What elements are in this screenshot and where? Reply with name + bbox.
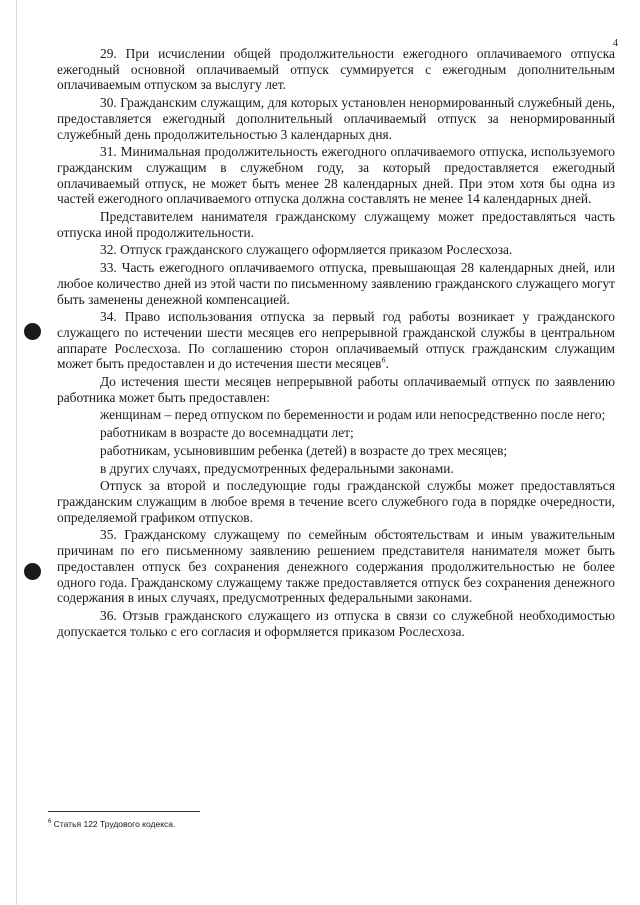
paragraph	[57, 425, 615, 441]
footnote-mark: 6	[48, 819, 52, 826]
paragraph	[57, 242, 615, 258]
paragraph-text: Отпуск за второй и последующие годы гражданской службы может предоставляться гражданским служащим в любое время в течение всего служебного года в порядке очередности, определяемой графиком отпусков.	[57, 478, 615, 525]
paragraph-text: До истечения шести месяцев непрерывной работы оплачиваемый отпуск по заявлению работника может быть предоставлен:	[57, 374, 615, 405]
page-number: 4	[613, 38, 618, 49]
paragraph	[57, 461, 615, 477]
paragraph-text: 31. Минимальная продолжительность ежегодного оплачиваемого отпуска, используемого гражданским служащим в служебном году, за который предоставляется ежегодный оплачиваемый отпуск, не может быть менее 28 календарных дней. При этом хотя бы одна из частей ежегодного оплачиваемого отпуска должна составлять не менее 14 календарных дней.	[57, 144, 615, 207]
paragraph-text: 29. При исчислении общей продолжительности ежегодного оплачиваемого отпуска ежегодный основной оплачиваемый отпуск суммируется с ежегодным дополнительным оплачиваемым отпуском за выслугу лет.	[57, 46, 615, 93]
paragraph	[57, 407, 615, 423]
document-body	[57, 46, 615, 641]
punch-hole-icon	[24, 323, 41, 340]
footnote-ref: 6	[381, 355, 386, 365]
paragraph	[57, 309, 615, 372]
paragraph	[57, 144, 615, 207]
binding-margin-line	[16, 0, 17, 905]
paragraph	[57, 443, 615, 459]
paragraph	[57, 374, 615, 405]
paragraph-text: женщинам – перед отпуском по беременности и родам или непосредственно после него;	[100, 407, 606, 423]
paragraph	[57, 46, 615, 93]
paragraph	[57, 209, 615, 240]
paragraph	[57, 478, 615, 525]
footnote-separator	[48, 811, 200, 812]
paragraph-text: 32. Отпуск гражданского служащего оформляется приказом Рослесхоза.	[100, 242, 513, 258]
footnote	[48, 819, 175, 829]
paragraph-text: в других случаях, предусмотренных федеральными законами.	[100, 460, 454, 476]
paragraph-text: работникам в возрасте до восемнадцати лет;	[100, 425, 354, 441]
paragraph-text: 35. Гражданскому служащему по семейным обстоятельствам и иным уважительным причинам по его письменному заявлению решением представителя нанимателя может быть предоставлен отпуск без сохранения денежного содержания продолжительностью не более одного года. Гражданскому служащему также предоставляется отпуск без сохранения денежного содержания в иных случаях, предусмотренных федеральными законами.	[57, 527, 615, 606]
paragraph	[57, 260, 615, 307]
paragraph	[57, 608, 615, 639]
paragraph	[57, 527, 615, 606]
footnote-text: Статья 122 Трудового кодекса.	[51, 819, 176, 829]
paragraph-tail: .	[385, 356, 389, 372]
paragraph-text: 30. Гражданским служащим, для которых установлен ненормированный служебный день, предоставляется ежегодный дополнительный оплачиваемый отпуск за ненормированный служебный день продолжительностью 3 календарных дня.	[57, 95, 615, 142]
paragraph-text: Представителем нанимателя гражданскому служащему может предоставляться часть отпуска иной продолжительности.	[57, 209, 615, 240]
paragraph-text: 34. Право использования отпуска за первый год работы возникает у гражданского служащего по истечении шести месяцев его непрерывной гражданской службы в центральном аппарате Рослесхоза. По соглашению сторон оплачиваемый отпуск гражданским служащим может быть предоставлен и до истечения шести месяцев	[57, 309, 615, 372]
paragraph-text: 33. Часть ежегодного оплачиваемого отпуска, превышающая 28 календарных дней, или любое количество дней из этой части по письменному заявлению гражданского служащего могут быть заменены денежной компенсацией.	[57, 260, 615, 307]
paragraph	[57, 95, 615, 142]
paragraph-text: работникам, усыновившим ребенка (детей) в возрасте до трех месяцев;	[100, 442, 508, 458]
punch-hole-icon	[24, 563, 41, 580]
paragraph-text: 36. Отзыв гражданского служащего из отпуска в связи со служебной необходимостью допускается только с его согласия и оформляется приказом Рослесхоза.	[57, 607, 615, 639]
